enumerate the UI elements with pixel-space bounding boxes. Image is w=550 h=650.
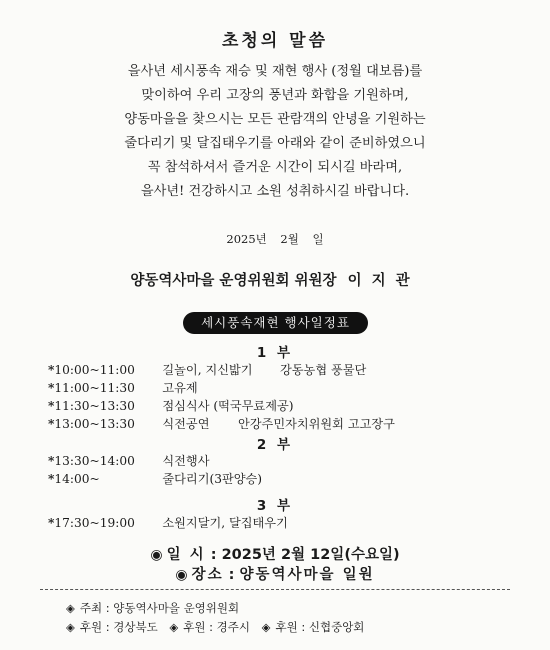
host-signature — [0, 269, 550, 290]
diamond-icon: ◈ — [261, 620, 271, 634]
schedule-performer: 안강주민자치위원회 고고장구 — [238, 417, 395, 431]
schedule-time: 14:00~ — [54, 472, 100, 486]
schedule-event: 식전행사 — [162, 454, 210, 468]
schedule-event: 줄다리기(3판양승) — [162, 472, 263, 486]
part-1-heading: 1 부 — [256, 345, 294, 361]
message-line: 양동마을을 찾으시는 모든 관람객의 안녕을 기원하는 — [124, 112, 426, 127]
schedule-event: 점심식사 (떡국무료제공) — [162, 399, 294, 413]
bullet-icon: ◉ — [175, 567, 188, 583]
date-label: 일 시 — [166, 547, 206, 563]
message-line: 줄다리기 및 달집태우기를 아래와 같이 준비하였으니 — [124, 136, 426, 151]
part-2-heading: 2 부 — [256, 437, 294, 453]
invitation-message — [0, 60, 550, 204]
location-value: 양동역사마을 일원 — [239, 567, 375, 583]
schedule-time: 10:00~11:00 — [54, 363, 135, 377]
event-location-line: ◉ 장소 : 양동역사마을 일원 — [175, 567, 375, 583]
message-line: 을사년 세시풍속 재승 및 재현 행사 (정월 대보름)를 — [127, 64, 423, 79]
location-label: 장소 — [191, 567, 224, 583]
asterisk-icon: * — [48, 363, 55, 377]
asterisk-icon: * — [48, 399, 55, 413]
schedule-row — [48, 379, 198, 396]
schedule-row — [48, 470, 262, 487]
bullet-icon: ◉ — [150, 547, 163, 563]
asterisk-icon: * — [48, 516, 55, 530]
schedule-event: 고유제 — [162, 381, 198, 395]
message-line: 을사년! 건강하시고 소원 성취하시길 바랍니다. — [140, 184, 410, 199]
schedule-time: 13:30~14:00 — [54, 454, 135, 468]
dashed-divider — [40, 589, 510, 590]
sponsors-line — [66, 619, 372, 635]
schedule-event: 식전공연 — [162, 417, 210, 431]
asterisk-icon: * — [48, 472, 55, 486]
invitation-title: 초청의 말씀 — [221, 31, 329, 51]
sponsor-text: 후원 : 경상북도 — [79, 620, 158, 634]
sponsor-text: 후원 : 경주시 — [183, 620, 250, 634]
schedule-event: 소원지달기, 달집태우기 — [162, 516, 288, 530]
sponsor-text: 후원 : 신협중앙회 — [275, 620, 365, 634]
schedule-event: 길놀이, 지신밟기 — [162, 363, 253, 377]
schedule-title-badge: 세시풍속재현 행사일정표 — [183, 312, 368, 334]
asterisk-icon: * — [48, 381, 55, 395]
host-name: 이지관 — [347, 272, 420, 289]
schedule-row — [48, 397, 294, 414]
host-organization: 양동역사마을 운영위원회 위원장 — [130, 272, 337, 289]
message-line: 꼭 참석하셔서 즐거운 시간이 되시길 바라며, — [147, 160, 403, 175]
message-line: 맞이하여 우리 고장의 풍년과 화합을 기원하며, — [141, 88, 409, 103]
schedule-time: 11:00~11:30 — [54, 381, 135, 395]
diamond-icon: ◈ — [66, 620, 75, 634]
asterisk-icon: * — [48, 454, 55, 468]
part-3-heading: 3 부 — [256, 498, 294, 514]
schedule-performer: 강동농협 풍물단 — [280, 363, 367, 377]
diamond-icon: ◈ — [66, 601, 75, 615]
schedule-row — [48, 415, 395, 432]
event-date-line: ◉ 일 시 : 2025년 2월 12일(수요일) — [150, 547, 400, 563]
invitation-date: 2025년 2월 일 — [226, 232, 324, 246]
schedule-time: 13:00~13:30 — [54, 417, 135, 431]
diamond-icon: ◈ — [169, 620, 179, 634]
organizer-line — [66, 600, 239, 616]
schedule-time: 11:30~13:30 — [54, 399, 135, 413]
schedule-time: 17:30~19:00 — [54, 516, 135, 530]
schedule-row — [48, 452, 209, 469]
schedule-row — [48, 361, 367, 378]
asterisk-icon: * — [48, 417, 55, 431]
schedule-row — [48, 514, 288, 531]
date-value: 2025년 2월 12일(수요일) — [221, 547, 400, 563]
organizer-text: 주최 : 양동역사마을 운영위원회 — [79, 601, 240, 615]
